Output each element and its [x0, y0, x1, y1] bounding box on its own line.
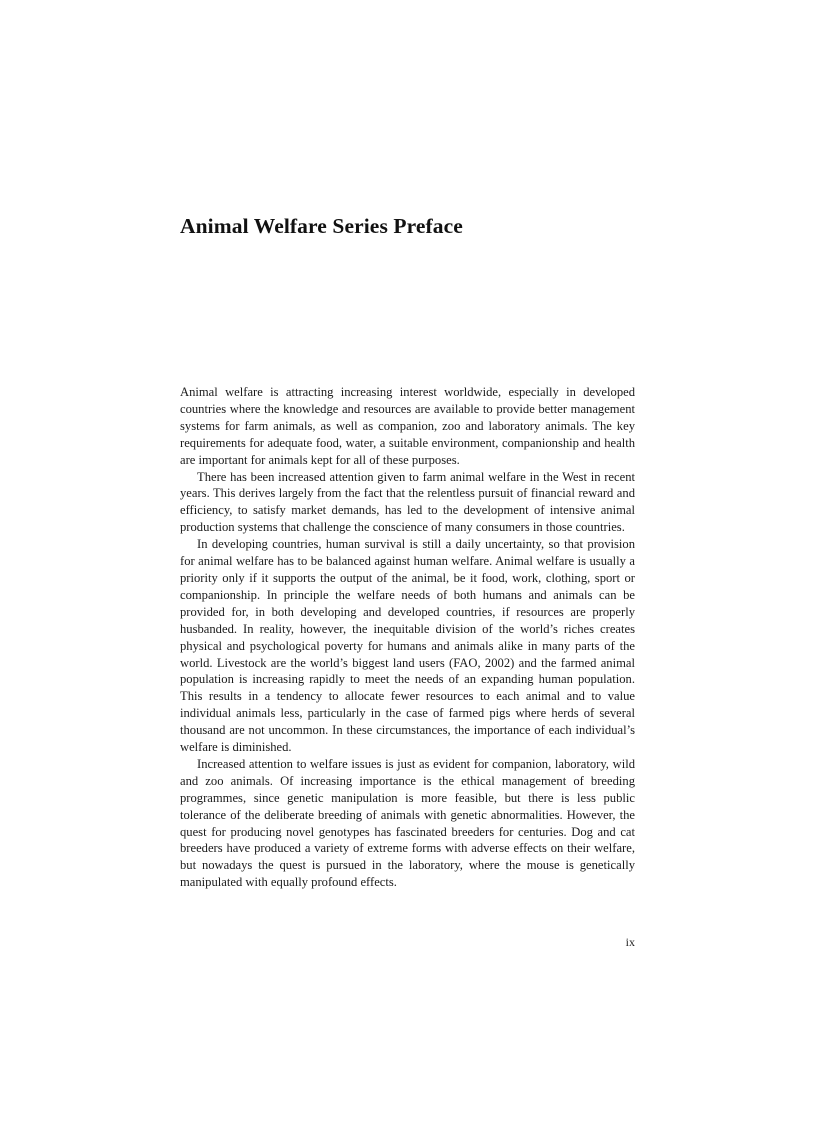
- page-number: ix: [625, 935, 635, 949]
- paragraph-4: Increased attention to welfare issues is just as evident for companion, laboratory, wild and zoo animals. Of increasing importance is the ethical management of breeding programmes, since genetic manipulation is more feasible, but there is less public tolerance of the deliberate breeding of animals with genetic abnormalities. However, the quest for producing novel genotypes has fascinated breeders for centuries. Dog and cat breeders have produced a variety of extreme forms with adverse effects on their welfare, but nowadays the quest is pursued in the laboratory, where the mouse is genetically manipulated with equally profound effects.: [180, 756, 635, 890]
- paragraph-2: There has been increased attention given to farm animal welfare in the West in recent years. This derives largely from the fact that the relentless pursuit of financial reward and efficiency, to satisfy market demands, has led to the development of intensive animal production systems that challenge the conscience of many consumers in those countries.: [180, 469, 635, 535]
- page-title: Animal Welfare Series Preface: [180, 214, 463, 238]
- paragraph-3: In developing countries, human survival is still a daily uncertainty, so that provision for animal welfare has to be balanced against human welfare. Animal welfare is usually a priority only if it supports the output of the animal, be it food, work, clothing, sport or companionship. In principle the welfare needs of both humans and animals can be provided for, in both developing and developed countries, if resources are properly husbanded. In reality, however, the inequitable division of the world’s riches creates physical and psychological poverty for humans and animals alike in many parts of the world. Livestock are the world’s biggest land users (FAO, 2002) and the farmed animal population is increasing rapidly to meet the needs of an expanding human population. This results in a tendency to allocate fewer resources to each animal and to value individual animals less, particularly in the case of farmed pigs where herds of several thousand are not uncommon. In these circumstances, the importance of each individual’s welfare is diminished.: [180, 537, 635, 755]
- paragraph-1: Animal welfare is attracting increasing interest worldwide, especially in developed countries where the knowledge and resources are available to provide better management systems for farm animals, as well as companion, zoo and laboratory animals. The key requirements for adequate food, water, a suitable environment, companionship and health are important for animals kept for all of these purposes.: [180, 385, 635, 467]
- body-text: [180, 384, 635, 891]
